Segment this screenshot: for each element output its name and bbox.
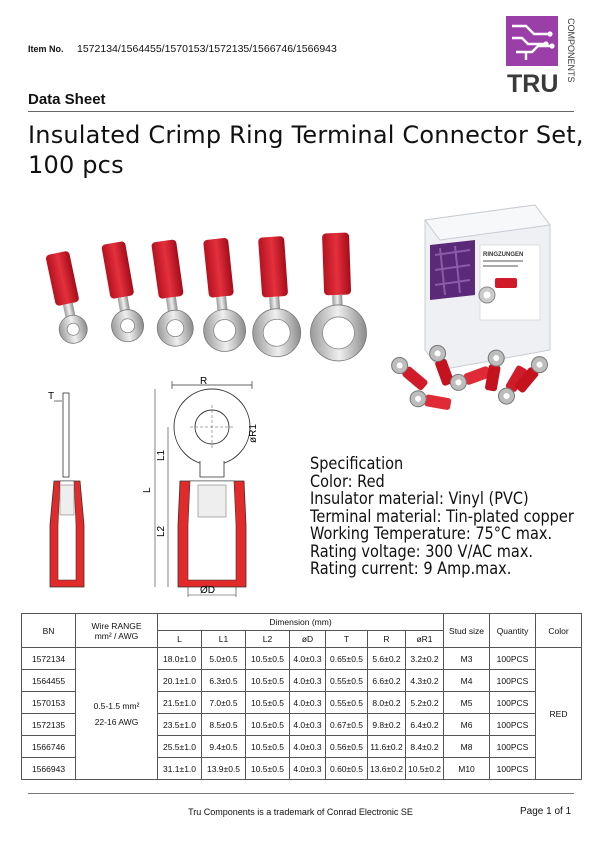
cell-l1: 5.0±0.5 [202,648,246,670]
spec-voltage: Rating voltage: 300 V/AC max. [310,541,534,561]
cell-stud: M8 [444,736,490,758]
cell-qty: 100PCS [490,714,536,736]
cell-stud: M5 [444,692,490,714]
cell-l2: 10.5±0.5 [246,758,290,780]
cell-l1: 9.4±0.5 [202,736,246,758]
cell-color: RED [536,648,582,780]
cell-r: 8.0±0.2 [368,692,406,714]
package-label: RINGZUNGEN [483,252,524,258]
spec-color: Color: Red [310,471,385,491]
header-d: øD [290,631,326,648]
cell-l1: 7.0±0.5 [202,692,246,714]
cell-r: 11.6±0.2 [368,736,406,758]
header-quantity: Quantity [490,614,536,648]
cell-t: 0.65±0.5 [326,648,368,670]
cell-l: 23.5±1.0 [158,714,202,736]
cell-l2: 10.5±0.5 [246,692,290,714]
cell-bn: 1564455 [22,670,76,692]
cell-t: 0.55±0.5 [326,670,368,692]
specification-block [310,455,574,578]
item-no-label: Item No. [28,44,64,54]
cell-bn: 1566746 [22,736,76,758]
label-r: R [200,376,208,387]
cell-l1: 13.9±0.5 [202,758,246,780]
terminals-photo [35,225,380,375]
cell-t: 0.55±0.5 [326,692,368,714]
cell-r1: 4.3±0.2 [406,670,444,692]
cell-stud: M4 [444,670,490,692]
cell-l2: 10.5±0.5 [246,714,290,736]
data-sheet-heading: Data Sheet [28,91,106,108]
header-l: L [158,631,202,648]
cell-r: 5.6±0.2 [368,648,406,670]
cell-qty: 100PCS [490,692,536,714]
cell-l2: 10.5±0.5 [246,736,290,758]
product-title-line2: 100 pcs [28,151,124,179]
label-l: L [142,487,153,493]
table-row [22,648,582,670]
table-header-row [22,614,582,631]
spec-heading: Specification [310,454,404,473]
cell-l2: 10.5±0.5 [246,648,290,670]
header-l1: L1 [202,631,246,648]
dimension-table [21,613,582,780]
cell-l1: 8.5±0.5 [202,714,246,736]
header-r1: øR1 [406,631,444,648]
header-color: Color [536,614,582,648]
spec-insulator: Insulator material: Vinyl (PVC) [310,489,529,508]
cell-t: 0.56±0.5 [326,736,368,758]
cell-l: 21.5±1.0 [158,692,202,714]
spec-current: Rating current: 9 Amp.max. [310,559,512,578]
product-title-line1: Insulated Crimp Ring Terminal Connector Set, [28,121,584,149]
cell-l2: 10.5±0.5 [246,670,290,692]
cell-l: 20.1±1.0 [158,670,202,692]
cell-qty: 100PCS [490,736,536,758]
cell-t: 0.60±0.5 [326,758,368,780]
cell-r1: 3.2±0.2 [406,648,444,670]
label-l1: L1 [156,449,167,461]
cell-bn: 1572135 [22,714,76,736]
cell-d: 4.0±0.3 [290,670,326,692]
cell-l: 31.1±1.0 [158,758,202,780]
cell-r1: 10.5±0.2 [406,758,444,780]
cell-t: 0.67±0.5 [326,714,368,736]
label-t: T [48,391,55,402]
cell-r1: 6.4±0.2 [406,714,444,736]
tru-components-logo [506,16,574,100]
brand-main-text: TRU [507,70,559,98]
front-view [142,376,259,597]
cell-l1: 6.3±0.5 [202,670,246,692]
cell-qty: 100PCS [490,648,536,670]
item-numbers: 1572134/1564455/1570153/1572135/1566746/1566943 [77,43,337,55]
cell-r: 6.6±0.2 [368,670,406,692]
dimension-drawing [40,375,300,600]
product-title [28,120,588,180]
trademark-note: Tru Components is a trademark of Conrad Electronic SE [188,807,413,817]
cell-d: 4.0±0.3 [290,758,326,780]
cell-bn: 1570153 [22,692,76,714]
cell-r: 13.6±0.2 [368,758,406,780]
header-r: R [368,631,406,648]
cell-r: 9.8±0.2 [368,714,406,736]
header-dimension: Dimension (mm) [158,614,444,631]
header-stud-size: Stud size [444,614,490,648]
label-d: ØD [200,585,215,596]
cell-bn: 1566943 [22,758,76,780]
side-view [48,391,84,587]
header-wire-range: Wire RANGE mm² / AWG [76,614,158,648]
cell-wire-range: 0.5-1.5 mm² 22-16 AWG [76,648,158,780]
cell-d: 4.0±0.3 [290,648,326,670]
label-l2: L2 [156,525,167,537]
cell-stud: M10 [444,758,490,780]
cell-d: 4.0±0.3 [290,714,326,736]
page-number: Page 1 of 1 [520,806,572,817]
header-rule [28,111,574,112]
header-t: T [326,631,368,648]
package-photo [385,200,565,430]
cell-stud: M3 [444,648,490,670]
cell-qty: 100PCS [490,670,536,692]
label-r1: øR1 [248,424,259,443]
cell-d: 4.0±0.3 [290,692,326,714]
cell-bn: 1572134 [22,648,76,670]
cell-r1: 8.4±0.2 [406,736,444,758]
spec-temperature: Working Temperature: 75°C max. [310,524,553,543]
header-l2: L2 [246,631,290,648]
spec-terminal: Terminal material: Tin-plated copper [310,506,574,526]
cell-r1: 5.2±0.2 [406,692,444,714]
header-bn: BN [22,614,76,648]
footer-rule [28,793,574,794]
cell-d: 4.0±0.3 [290,736,326,758]
cell-l: 18.0±1.0 [158,648,202,670]
cell-l: 25.5±1.0 [158,736,202,758]
cell-stud: M6 [444,714,490,736]
cell-qty: 100PCS [490,758,536,780]
brand-sub-text: COMPONENTS [566,18,576,83]
